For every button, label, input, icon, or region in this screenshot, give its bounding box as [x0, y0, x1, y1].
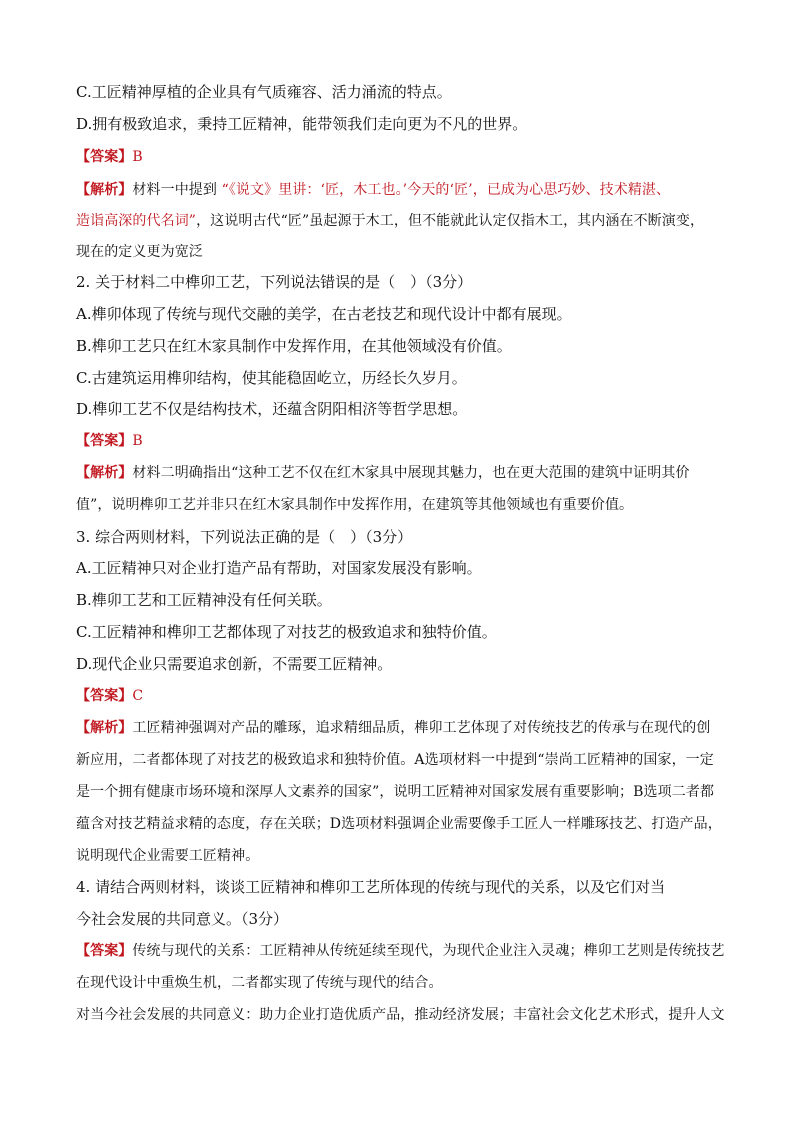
analysis-q1-line3: [76, 242, 720, 262]
question-4-line2: [76, 909, 720, 929]
option-d-q3: [76, 654, 720, 674]
option-c-q1: [76, 82, 720, 102]
analysis-tag: 【解析】: [76, 465, 133, 481]
analysis-quote: “《说文》里讲：‘匠，木工也。’今天的‘匠’，已成为心思巧妙、技术精湛、: [221, 182, 671, 198]
analysis-text: 是一个拥有健康市场环境和深厚人文素养的国家”，说明工匠精神对国家发展有重要影响；B选项二者都: [76, 784, 715, 800]
option-text: D.拥有极致追求，秉持工匠精神，能带领我们走向更为不凡的世界。: [76, 115, 528, 133]
answer-q2: [76, 431, 720, 451]
option-text: D.现代企业只需要追求创新，不需要工匠精神。: [76, 655, 393, 673]
analysis-text: 工匠精神强调对产品的雕琢，追求精细品质，榫卯工艺体现了对传统技艺的传承与在现代的创: [132, 720, 711, 736]
answer-text: 对当今社会发展的共同意义：助力企业打造优质产品，推动经济发展；丰富社会文化艺术形式，提升人文: [76, 1007, 725, 1023]
question-text: 3. 综合两则材料，下列说法正确的是（ ）（3分）: [76, 528, 413, 546]
option-a-q3: [76, 558, 720, 578]
option-text: B.榫卯工艺和工匠精神没有任何关联。: [76, 591, 332, 609]
analysis-q2-line1: [76, 463, 720, 483]
option-b-q3: [76, 590, 720, 610]
analysis-quote: 造诣高深的代名词”: [76, 213, 197, 229]
answer-q4-line1: [76, 941, 725, 961]
analysis-tag: 【解析】: [76, 720, 133, 736]
question-4-line1: [76, 877, 720, 897]
answer-q4-line2: [76, 973, 720, 993]
option-c-q2: [76, 368, 720, 388]
option-text: C.工匠精神厚植的企业具有气质雍容、活力涌流的特点。: [76, 83, 452, 101]
answer-tag: 【答案】: [76, 943, 133, 959]
option-text: B.榫卯工艺只在红木家具制作中发挥作用，在其他领域没有价值。: [76, 337, 512, 355]
question-3: [76, 527, 720, 547]
option-c-q3: [76, 622, 720, 642]
option-text: C.古建筑运用榫卯结构，使其能稳固屹立，历经长久岁月。: [76, 369, 467, 387]
option-text: C.工匠精神和榫卯工艺都体现了对技艺的极致追求和独特价值。: [76, 623, 497, 641]
answer-tag: 【答案】: [76, 149, 133, 165]
option-d-q1: [76, 114, 720, 134]
analysis-text: 现在的定义更为宽泛: [76, 244, 203, 260]
analysis-q3-line5: [76, 846, 720, 866]
answer-value: B: [132, 433, 143, 449]
analysis-text: 说明现代企业需要工匠精神。: [76, 848, 260, 864]
option-text: A.工匠精神只对企业打造产品有帮助，对国家发展没有影响。: [76, 559, 482, 577]
option-b-q2: [76, 336, 720, 356]
analysis-tag: 【解析】: [76, 182, 133, 198]
analysis-q3-line2: [76, 750, 720, 770]
answer-q4-line3: [76, 1005, 725, 1025]
analysis-text: 新应用，二者都体现了对技艺的极致追求和独特价值。A选项材料一中提到“崇尚工匠精神的国家，一定: [76, 752, 714, 768]
analysis-q1-line1: [76, 180, 720, 200]
question-text: 4. 请结合两则材料，谈谈工匠精神和榫卯工艺所体现的传统与现代的关系，以及它们对当: [76, 878, 666, 896]
answer-text: 传统与现代的关系：工匠精神从传统延续至现代，为现代企业注入灵魂；榫卯工艺则是传统技艺: [132, 943, 725, 959]
analysis-q3-line1: [76, 718, 720, 738]
answer-tag: 【答案】: [76, 688, 133, 704]
question-text: 2. 关于材料二中榫卯工艺，下列说法错误的是（ ）（3分）: [76, 273, 473, 291]
option-a-q2: [76, 304, 720, 324]
analysis-q3-line3: [76, 782, 720, 802]
question-2: [76, 272, 720, 292]
analysis-q3-line4: [76, 814, 720, 834]
analysis-text: 蕴含对技艺精益求精的态度，存在关联；D选项材料强调企业需要像手工匠人一样雕琢技艺、打造产品，: [76, 816, 722, 832]
answer-text: 在现代设计中重焕生机，二者都实现了传统与现代的结合。: [76, 975, 443, 991]
analysis-q2-line2: [76, 495, 720, 515]
answer-value: B: [132, 149, 143, 165]
option-d-q2: [76, 399, 720, 419]
analysis-q1-line2: [76, 211, 720, 231]
answer-tag: 【答案】: [76, 433, 133, 449]
option-text: A.榫卯体现了传统与现代交融的美学，在古老技艺和现代设计中都有展现。: [76, 305, 572, 323]
analysis-text: 材料一中提到: [132, 182, 222, 198]
analysis-text: ，这说明古代“匠”虽起源于木工，但不能就此认定仅指木工，其内涵在不断演变，: [196, 213, 705, 229]
option-text: D.榫卯工艺不仅是结构技术，还蕴含阴阳相济等哲学思想。: [76, 400, 468, 418]
analysis-text: 值”，说明榫卯工艺并非只在红木家具制作中发挥作用，在建筑等其他领域也有重要价值。: [76, 497, 634, 513]
answer-q1: [76, 147, 720, 167]
answer-q3: [76, 686, 720, 706]
analysis-text: 材料二明确指出“这种工艺不仅在红木家具中展现其魅力，也在更大范围的建筑中证明其价: [132, 465, 690, 481]
answer-value: C: [132, 688, 144, 704]
question-text: 今社会发展的共同意义。（3分）: [76, 910, 289, 928]
